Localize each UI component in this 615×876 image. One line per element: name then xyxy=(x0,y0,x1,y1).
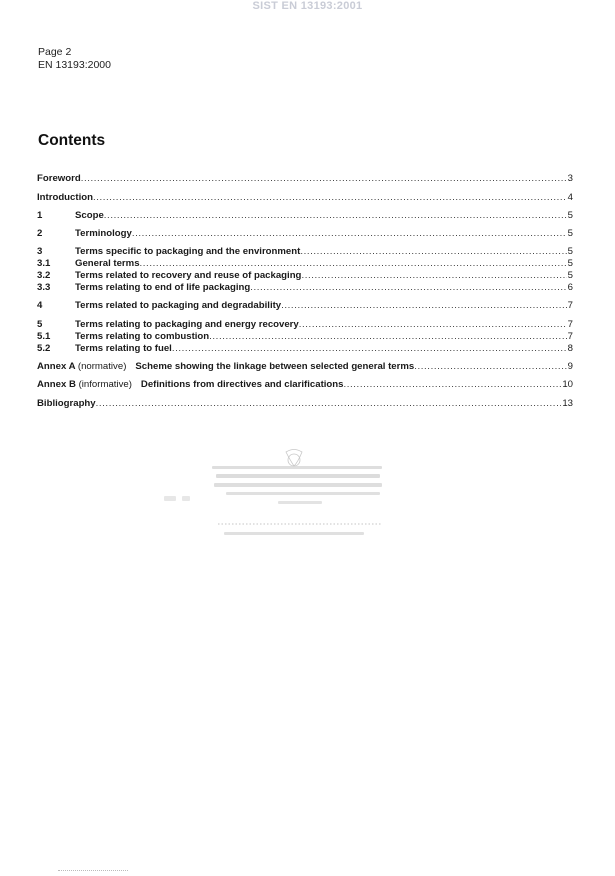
toc-entry-number: 5 xyxy=(37,319,43,330)
toc-annex-type: (informative) xyxy=(78,379,132,390)
toc-leader-dots xyxy=(172,343,567,355)
toc-entry-title: Definitions from directives and clarifications xyxy=(140,379,344,390)
toc-entry-page: 3 xyxy=(567,173,573,184)
toc-leader-dots xyxy=(140,258,567,270)
toc-leader-dots xyxy=(250,282,566,294)
toc-annex-label xyxy=(37,379,132,391)
toc-entry-number: 5.2 xyxy=(37,343,51,354)
toc-leader-dots xyxy=(132,228,567,240)
toc-entry-page: 5 xyxy=(567,258,573,269)
toc-entry-title: Terms relating to fuel xyxy=(75,343,172,354)
toc-leader-dots xyxy=(301,270,566,282)
toc-entry-title: Terms relating to packaging and energy recovery xyxy=(75,319,299,330)
toc-entry-section-5[interactable] xyxy=(37,319,573,331)
toc-entry-annex-a[interactable] xyxy=(37,361,573,373)
page-number: Page 2 xyxy=(38,46,72,58)
toc-entry-page: 5 xyxy=(567,228,573,239)
toc-leader-dots xyxy=(104,210,567,222)
toc-annex-letter: Annex A xyxy=(37,361,76,372)
toc-entry-number: 3.3 xyxy=(37,282,51,293)
toc-entry-title: Introduction xyxy=(37,192,93,203)
toc-annex-type: (normative) xyxy=(77,361,127,372)
toc-entry-introduction[interactable] xyxy=(37,192,573,204)
toc-annex-letter: Annex B xyxy=(37,379,76,390)
toc-leader-dots xyxy=(96,398,562,410)
toc-entry-title: Terms related to packaging and degradability xyxy=(75,300,282,311)
toc-entry-section-5-2[interactable] xyxy=(37,343,573,355)
toc-entry-title: Terms related to recovery and reuse of packaging xyxy=(75,270,302,281)
toc-entry-bibliography[interactable] xyxy=(37,398,573,410)
toc-entry-page: 13 xyxy=(562,398,573,409)
contents-heading: Contents xyxy=(38,132,106,149)
toc-entry-page: 4 xyxy=(567,192,573,203)
toc-entry-title: Scheme showing the linkage between selected general terms xyxy=(135,361,415,372)
toc-entry-number: 3 xyxy=(37,246,43,257)
toc-entry-page: 6 xyxy=(567,282,573,293)
toc-entry-page: 7 xyxy=(567,319,573,330)
toc-entry-page: 5 xyxy=(567,210,573,221)
toc-leader-dots xyxy=(209,331,567,343)
toc-entry-page: 8 xyxy=(567,343,573,354)
toc-entry-page: 5 xyxy=(567,270,573,281)
toc-entry-page: 7 xyxy=(567,300,573,311)
toc-leader-dots xyxy=(81,173,567,185)
toc-entry-scope[interactable] xyxy=(37,210,573,222)
toc-entry-page: 9 xyxy=(567,361,573,372)
toc-entry-title: General terms xyxy=(75,258,140,269)
toc-leader-dots xyxy=(344,379,562,391)
toc-entry-title: Terms relating to combustion xyxy=(75,331,210,342)
toc-entry-page: 5 xyxy=(567,246,573,257)
toc-entry-annex-b[interactable] xyxy=(37,379,573,391)
toc-entry-section-3[interactable] xyxy=(37,246,573,258)
toc-leader-dots xyxy=(281,300,567,312)
toc-entry-number: 5.1 xyxy=(37,331,51,342)
toc-leader-dots xyxy=(300,246,566,258)
toc-entry-section-3-2[interactable] xyxy=(37,270,573,282)
toc-entry-title: Foreword xyxy=(37,173,81,184)
toc-entry-section-3-1[interactable] xyxy=(37,258,573,270)
toc-entry-terminology[interactable] xyxy=(37,228,573,240)
scan-artifact-line xyxy=(58,870,128,872)
toc-entry-title: Terminology xyxy=(75,228,132,239)
toc-leader-dots xyxy=(414,361,566,373)
toc-leader-dots xyxy=(299,319,567,331)
toc-entry-number: 3.1 xyxy=(37,258,51,269)
document-watermark: SIST EN 13193:2001 xyxy=(252,0,363,12)
page-header xyxy=(38,46,111,72)
toc-annex-label xyxy=(37,361,126,373)
toc-entry-section-3-3[interactable] xyxy=(37,282,573,294)
toc-entry-number: 4 xyxy=(37,300,43,311)
toc-entry-number: 2 xyxy=(37,228,43,239)
toc-entry-title: Terms specific to packaging and the environment xyxy=(75,246,301,257)
toc-entry-title: Scope xyxy=(75,210,104,221)
toc-entry-title: Terms relating to end of life packaging xyxy=(75,282,251,293)
toc-entry-section-4[interactable] xyxy=(37,300,573,312)
faint-stamp-image xyxy=(160,446,400,546)
toc-entry-foreword[interactable] xyxy=(37,173,573,185)
toc-entry-page: 7 xyxy=(567,331,573,342)
toc-entry-number: 1 xyxy=(37,210,43,221)
toc-entry-title: Bibliography xyxy=(37,398,96,409)
toc-entry-section-5-1[interactable] xyxy=(37,331,573,343)
toc-leader-dots xyxy=(93,192,567,204)
standard-number: EN 13193:2000 xyxy=(38,59,111,71)
toc-entry-number: 3.2 xyxy=(37,270,51,281)
toc-entry-page: 10 xyxy=(562,379,573,390)
